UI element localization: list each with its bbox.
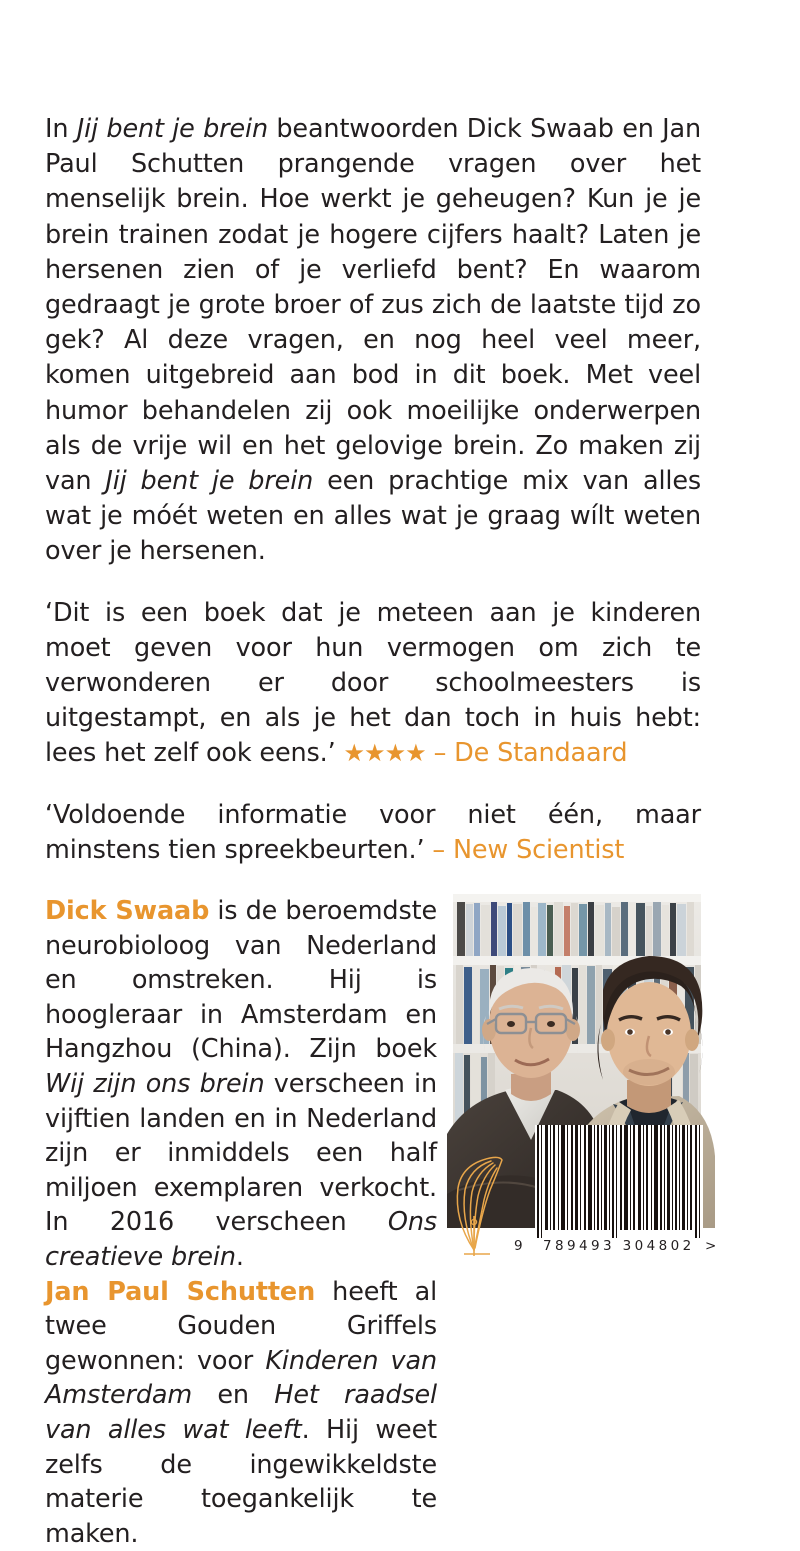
author-name-jan-paul-schutten: Jan Paul Schutten <box>45 1276 316 1307</box>
review-1-source-name: De Standaard <box>454 738 628 769</box>
barcode-main-digits: 789493 304802 <box>543 1238 695 1254</box>
review-2-source-name: New Scientist <box>452 834 625 865</box>
blurb-title-1: Jij bent je brein <box>76 114 268 144</box>
bio-1-book-1: Wij zijn ons brein <box>45 1069 265 1100</box>
bio-1-book-2: Ons creatieve brein <box>45 1207 437 1272</box>
review-1-dash: – <box>433 738 447 769</box>
bio-2-book-2: Het raadsel van alles wat leeft <box>45 1380 437 1445</box>
review-1-source <box>434 738 628 768</box>
quill-feather-icon <box>444 1150 506 1256</box>
blurb-title-2: Jij bent je brein <box>105 466 314 497</box>
bio-2-part-2: en <box>192 1380 275 1411</box>
cover-footer <box>0 1110 800 1295</box>
blurb-segment-1: In <box>45 114 77 144</box>
bio-2-part-1: heeft al twee Gouden Griffels gewonnen: voor <box>45 1276 438 1376</box>
blurb-segment-3: een prachtige mix van alles wat je móét weten en alles wat je graag wílt weten over je hersenen. <box>45 466 701 567</box>
review-2-text: ‘Voldoende informatie voor niet één, maar minstens tien spreekbeurten.’ <box>45 799 701 865</box>
bio-2-book-1: Kinderen van Amsterdam <box>45 1345 437 1411</box>
book-blurb <box>45 112 701 570</box>
author-bio-jan-paul-schutten <box>45 1275 437 1551</box>
author-name-dick-swaab: Dick Swaab <box>45 896 210 927</box>
bio-1-part-1: is de beroemdste neurobioloog van Nederland en omstreken. Hij is hoogleraar in Amsterdam en Hangzhou (China). Zijn boek <box>45 896 437 1065</box>
bio-paragraph-2 <box>45 1275 437 1551</box>
cover-text-content <box>45 112 701 1551</box>
review-2-source <box>432 835 624 865</box>
review-quote-1 <box>45 596 701 772</box>
review-1-star-rating: ★★★★ <box>343 739 426 768</box>
bio-2-part-3: . Hij weet zelfs de ingewikkeldste materie toegankelijk te maken. <box>45 1414 437 1549</box>
bio-1-part-3: . <box>235 1242 244 1272</box>
barcode-trailing-symbol: > <box>705 1238 717 1254</box>
blurb-segment-2: beantwoorden Dick Swaab en Jan Paul Schutten prangende vragen over het menselijk brein. Hoe werkt je geheugen? Kun je je brein trainen zodat je hogere cijfers haalt? Laten je hersenen zien of je verliefd bent? En waarom gedraagt je grote broer of zus zich de laatste tijd zo gek? Al deze vragen, en nog heel veel meer, komen uitgebreid aan bod in dit boek. Met veel humor behandelen zij ook moeilijke onderwerpen als de vrije wil en het gelovige brein. Zo maken zij van <box>45 114 701 497</box>
review-2-dash: – <box>432 834 445 865</box>
barcode-bars <box>535 1125 703 1238</box>
quill-feather-logo <box>444 1150 506 1256</box>
review-quote-2 <box>45 798 701 868</box>
review-1-text: ‘Dit is een boek dat je meteen aan je kinderen moet geven voor hun vermogen om zich te verwonderen er door schoolmeesters is uitgestampt, en als je het dan toch in huis hebt: lees het zelf ook eens.’ <box>45 597 701 769</box>
bio-1-part-2: verscheen in vijftien landen en in Nederland zijn er inmiddels een half miljoen exemplaren verkocht. In 2016 verscheen <box>45 1069 437 1238</box>
barcode-lead-digit: 9 <box>514 1238 523 1254</box>
isbn-barcode <box>514 1125 717 1254</box>
